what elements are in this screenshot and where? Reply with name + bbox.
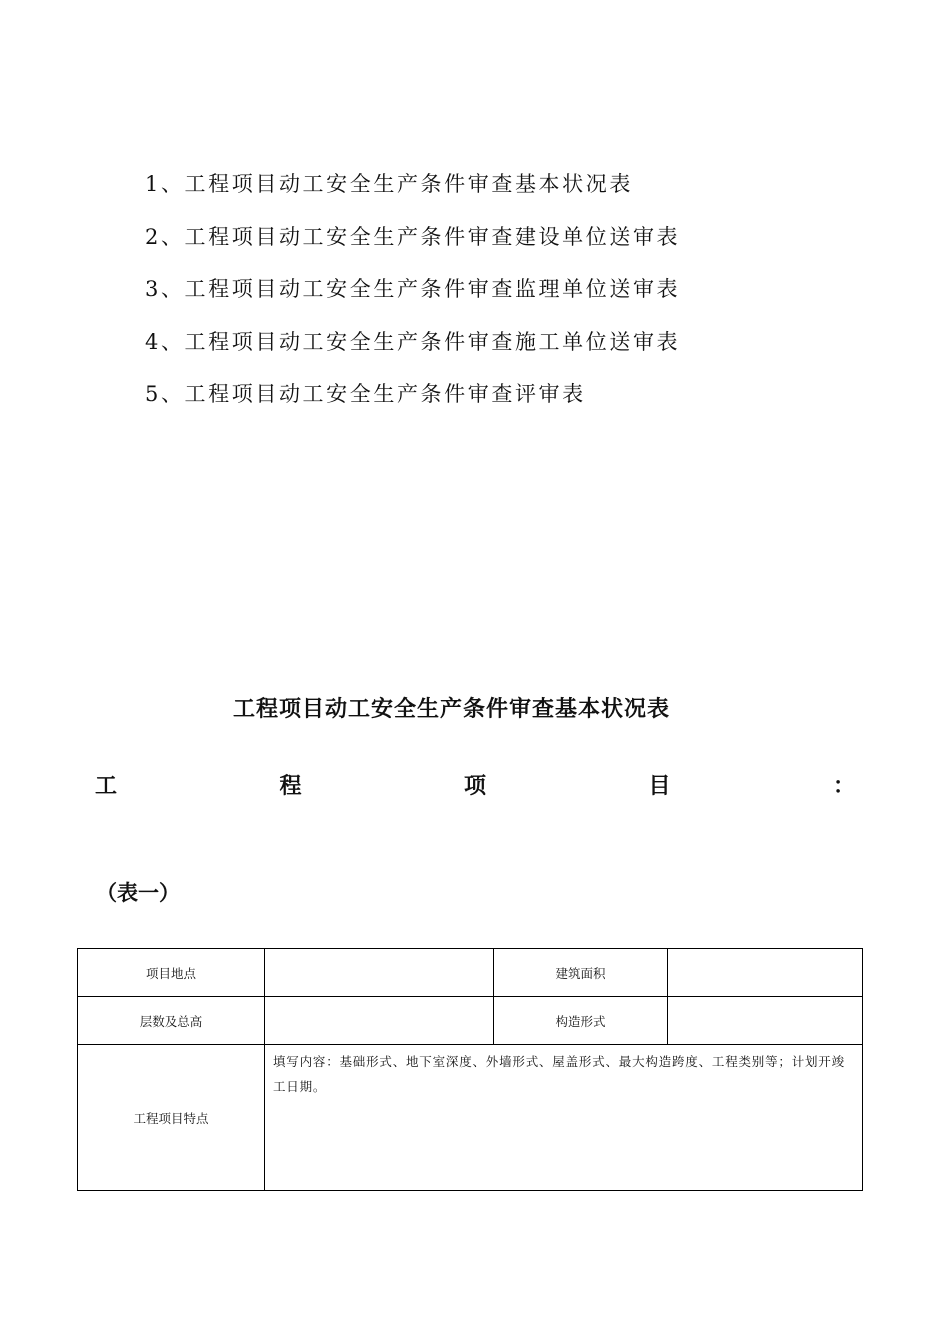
structure-label: 构造形式: [494, 997, 668, 1045]
project-line-char-2: 程: [279, 774, 302, 799]
table-row: [78, 1045, 863, 1191]
table-row: [78, 949, 863, 997]
project-line-colon: ：: [832, 774, 855, 799]
area-label: 建筑面积: [494, 949, 668, 997]
floors-value-cell[interactable]: [265, 997, 494, 1045]
toc-item-3: 3、工程项目动工安全生产条件审查监理单位送审表: [145, 277, 681, 301]
toc-item-1: 1、工程项目动工安全生产条件审查基本状况表: [145, 172, 633, 196]
features-description-cell[interactable]: 填写内容：基础形式、地下室深度、外墙形式、屋盖形式、最大构造跨度、工程类别等；计划开竣工日期。: [265, 1045, 863, 1191]
form-title: 工程项目动工安全生产条件审查基本状况表: [232, 697, 670, 722]
location-label: 项目地点: [78, 949, 265, 997]
project-name-line: [95, 769, 855, 805]
area-value-cell[interactable]: [668, 949, 863, 997]
project-line-char-3: 项: [463, 774, 486, 799]
toc-item-4: 4、工程项目动工安全生产条件审查施工单位送审表: [145, 329, 681, 354]
project-line-char-4: 目: [648, 774, 671, 799]
location-value-cell[interactable]: [265, 949, 494, 997]
table-of-contents: [145, 166, 680, 429]
project-info-table: [77, 948, 863, 1191]
toc-item-2: 2、工程项目动工安全生产条件审查建设单位送审表: [145, 224, 681, 249]
project-line-char-1: 工: [95, 774, 118, 799]
features-label: 工程项目特点: [78, 1045, 265, 1191]
table-caption: （表一）: [96, 881, 180, 905]
floors-label: 层数及总高: [78, 997, 265, 1045]
structure-value-cell[interactable]: [668, 997, 863, 1045]
toc-item-5: 5、工程项目动工安全生产条件审查评审表: [145, 382, 586, 406]
table-row: [78, 997, 863, 1045]
